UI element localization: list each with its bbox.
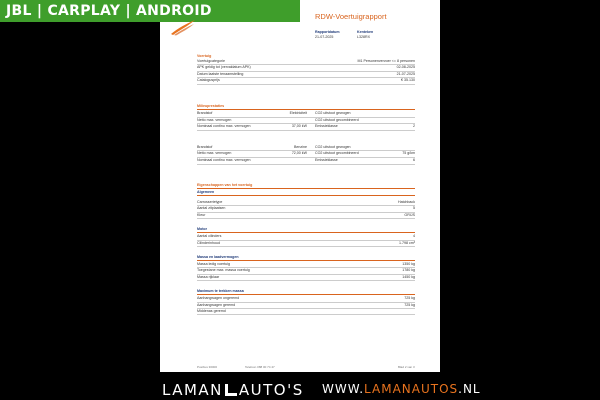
table-row: Kleur GRIJS	[197, 213, 415, 219]
table-row: Catalogusprijs € 35.130	[197, 78, 415, 84]
table-row: Brandstof Benzine CO2 uitstoot gewogen	[197, 145, 415, 152]
laman-l-icon	[225, 384, 237, 396]
swoosh-logo-icon	[170, 18, 196, 36]
table-row: Aantal cilinders 4	[197, 234, 415, 240]
table-row: Aanhangwagen geremd 725 kg	[197, 303, 415, 309]
brand-logo: LAMAN AUTO'S	[162, 381, 304, 399]
feature-banner: JBL | CARPLAY | ANDROID	[0, 0, 300, 22]
table-row: Cilinderinhoud 1.798 cm³	[197, 241, 415, 247]
table-row: Nominaal continu max. vermogen 37,00 kW Emissieklasse 2	[197, 124, 415, 131]
brand-website: WWW.LAMANAUTOS.NL	[322, 382, 481, 396]
footer-page-number: Blad 2 van 3	[398, 365, 415, 369]
table-row: Aanhangwagen ongeremd 725 kg	[197, 296, 415, 302]
document-title: RDW-Voertuigrapport	[315, 12, 387, 21]
table-row: Voertuigcategorie M1 Personenvervoer <= 8 personen	[197, 59, 415, 65]
table-row: Carrosserietype Hatchback	[197, 200, 415, 206]
table-row: Massa ledig voertuig 1350 kg	[197, 262, 415, 268]
vehicle-section: Voertuig Voertuigcategorie M1 Personenvervoer <= 8 personen APK geldig tot (vervaldatum APK) 02-08-2025 Datum laatste tenaamstelling 21-07-2025 Catalogusprijs € 35.130	[197, 54, 415, 85]
table-row: Netto max. vermogen 72,00 kW CO2 uitstoot gecombineerd 75 g/km	[197, 151, 415, 158]
table-row: Massa rijklaar 1450 kg	[197, 275, 415, 281]
footer-address: Postbus 30000	[197, 365, 218, 369]
footer-phone: Telefoon 088 00 74 47	[245, 365, 275, 369]
properties-section: Eigenschappen van het voertuig Algemeen Carrosserietype Hatchback Aantal zitplaatsen 5 Kleur GRIJS Motor Aantal cilinders 4 Cilinderinhoud 1.798 cm³ Massa en laadvermogen Massa ledig voertuig 1350 kg Toegestane max. massa voertuig 1780 kg Massa rijklaar 1450 kg Maximum te trekken massa Aanhangwagen ongeremd 725 kg Aanhangwagen geremd 725 kg Middenas geremd	[197, 183, 415, 315]
table-row: Brandstof Elektriciteit CO2 uitstoot gewogen	[197, 111, 415, 118]
table-row: Toegestane max. massa voertuig 1780 kg	[197, 268, 415, 274]
table-row: Middenas geremd	[197, 309, 415, 315]
environment-section: Milieuprestaties Brandstof Elektriciteit CO2 uitstoot gewogen Netto max. vermogen CO2 uitstoot gecombineerd Nominaal continu max. vermogen 37,00 kW Emissieklasse 2 Brandstof Benzine CO2 uitstoot gewogen Netto max. vermogen 72,00 kW CO2 uitstoot gecombineerd 75 g/km Nominaal continu max. vermogen Emissieklasse 6	[197, 104, 415, 165]
table-row: Netto max. vermogen CO2 uitstoot gecombineerd	[197, 118, 415, 125]
table-row: APK geldig tot (vervaldatum APK) 02-08-2025	[197, 65, 415, 71]
table-row: Nominaal continu max. vermogen Emissieklasse 6	[197, 158, 415, 165]
report-date: Rapportdatum 21-07-2025	[315, 30, 340, 39]
table-row: Datum laatste tenaamstelling 21-07-2025	[197, 72, 415, 78]
license-plate: Kenteken L328RX	[357, 30, 374, 39]
table-row: Aantal zitplaatsen 5	[197, 206, 415, 212]
